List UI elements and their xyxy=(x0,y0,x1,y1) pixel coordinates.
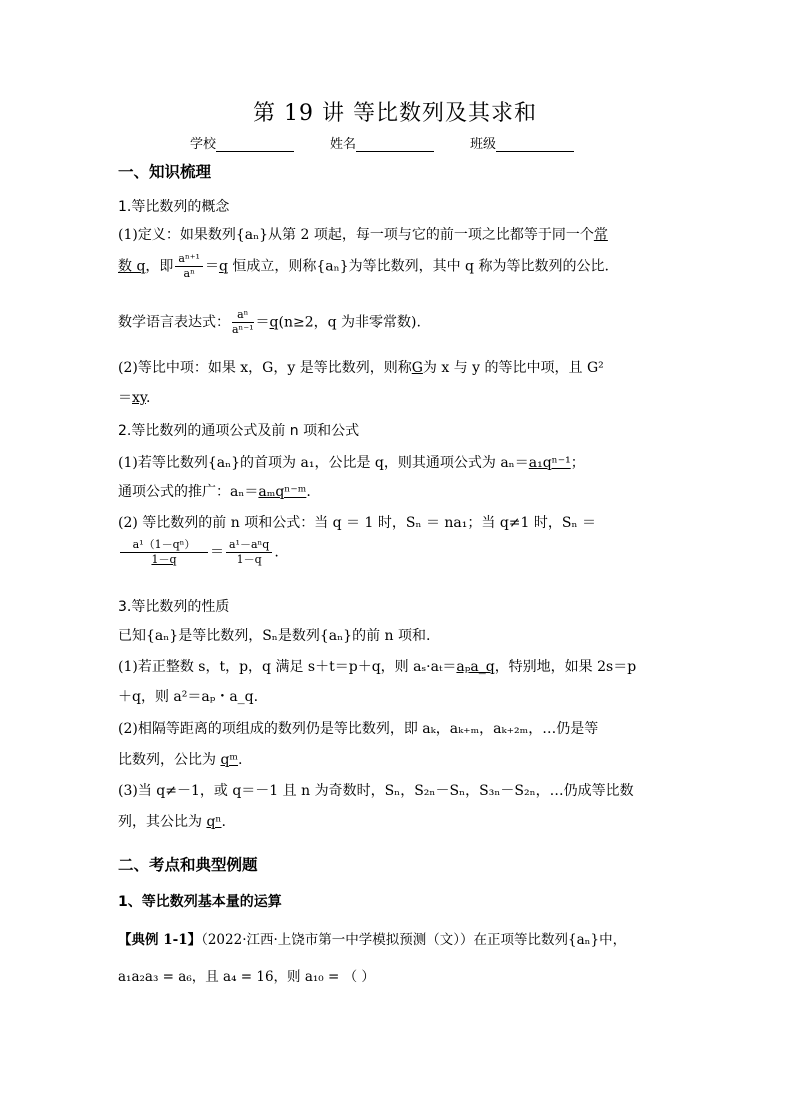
property-1-text-2: ，特别地，如果 2s＝p xyxy=(494,659,637,675)
period: . xyxy=(221,814,226,830)
definition-line-1 xyxy=(118,224,678,246)
extension-answer: aₘqⁿ⁻ᵐ xyxy=(258,484,307,500)
period: . xyxy=(238,752,243,768)
school-label: 学校 xyxy=(190,137,217,152)
name-label: 姓名 xyxy=(330,137,357,152)
property-2-answer: qᵐ xyxy=(220,752,239,768)
subsection-3-heading: 3.等比数列的性质 xyxy=(118,599,230,615)
general-term-text: (1)若等比数列{aₙ}的首项为 a₁，公比是 q，则其通项公式为 aₙ＝ xyxy=(118,455,529,471)
geometric-mean-answer-xy: xy xyxy=(132,390,146,406)
expression-numerator: aⁿ xyxy=(232,308,254,323)
sum-numerator-1: a¹（1－qⁿ） xyxy=(120,538,208,553)
expression-answer: q xyxy=(269,314,279,331)
example-1-1-line-2: a₁a₂a₃ = a₆，且 a₄ = 16，则 a₁₀ = （ ） xyxy=(118,969,375,985)
period: . xyxy=(145,390,151,406)
section-heading-1: 一、知识梳理 xyxy=(118,163,212,181)
sum-denominator-2: 1－q xyxy=(236,553,262,566)
ratio-fraction xyxy=(175,252,203,281)
definition-text-3: 恒成立，则称{aₙ}为等比数列，其中 q 称为等比数列的公比. xyxy=(227,258,609,275)
property-1-line-2: ＋q，则 a²＝aₚ・a_q. xyxy=(118,689,259,705)
section-heading-2: 二、考点和典型例题 xyxy=(118,856,258,874)
name-field[interactable] xyxy=(330,133,434,152)
period: . xyxy=(274,544,279,561)
class-field[interactable] xyxy=(470,133,574,152)
example-text: （2022·江西·上饶市第一中学模拟预测（文））在正项等比数列{aₙ}中， xyxy=(201,932,627,948)
geometric-mean-answer: G xyxy=(411,360,423,376)
sum-fraction-2 xyxy=(226,538,272,567)
definition-answer-2: 数 q xyxy=(118,258,146,275)
general-term-line xyxy=(118,452,678,474)
property-2-text: 比数列，公比为 xyxy=(118,752,221,768)
equals-sign: ＝ xyxy=(255,314,270,331)
property-1-text: (1)若正整数 s，t，p，q 满足 s＋t＝p＋q，则 aₛ·aₜ＝ xyxy=(118,659,457,675)
definition-answer-1: 常 xyxy=(593,227,608,243)
property-intro: 已知{aₙ}是等比数列，Sₙ是数列{aₙ}的前 n 项和. xyxy=(118,628,431,644)
general-term-answer: a₁qⁿ⁻¹ xyxy=(528,455,571,471)
definition-text: (1)定义：如果数列{aₙ}从第 2 项起，每一项与它的前一项之比都等于同一个 xyxy=(118,227,594,243)
property-3-answer: qⁿ xyxy=(206,814,222,830)
geometric-mean-line-2 xyxy=(118,387,678,409)
student-info-row xyxy=(190,133,610,152)
equals-sign: ＝ xyxy=(204,258,219,275)
expression-label: 数学语言表达式： xyxy=(118,314,230,331)
equals-sign: ＝ xyxy=(210,544,224,561)
ratio-answer: q xyxy=(218,258,228,275)
equals-sign: ＝ xyxy=(118,390,132,406)
expression-condition: (n≥2，q 为非零常数). xyxy=(278,314,421,331)
class-blank[interactable] xyxy=(496,137,574,152)
sum-formula-fractions xyxy=(118,538,678,567)
example-1-1-line-1 xyxy=(118,929,678,951)
geometric-mean-line-1 xyxy=(118,357,678,379)
class-label: 班级 xyxy=(470,137,497,152)
period: . xyxy=(306,484,311,500)
name-blank[interactable] xyxy=(356,137,434,152)
property-3-line-2 xyxy=(118,811,678,833)
fraction-denominator: aⁿ xyxy=(183,267,195,280)
fraction-numerator: aⁿ⁺¹ xyxy=(175,252,203,267)
topic-1-heading: 1、等比数列基本量的运算 xyxy=(118,894,282,910)
sum-fraction-1 xyxy=(120,538,208,567)
geometric-mean-text: (2)等比中项：如果 x，G，y 是等比数列，则称 xyxy=(118,360,412,376)
property-3-line-1: (3)当 q≠－1，或 q＝－1 且 n 为奇数时，Sₙ，S₂ₙ－Sₙ，S₃ₙ－S₂ₙ，…仍成等比数 xyxy=(118,783,634,799)
subsection-2-heading: 2.等比数列的通项公式及前 n 项和公式 xyxy=(118,423,360,439)
property-1-answer: aₚa_q xyxy=(456,659,495,675)
semicolon: ； xyxy=(570,455,585,471)
sum-formula-line: (2) 等比数列的前 n 项和公式：当 q ＝ 1 时，Sₙ ＝ na₁；当 q≠1 时，Sₙ ＝ xyxy=(118,515,596,531)
page-title: 第 19 讲 等比数列及其求和 xyxy=(253,101,537,126)
property-2-line-2 xyxy=(118,749,678,771)
expression-denominator: aⁿ⁻¹ xyxy=(232,323,254,336)
subsection-1-heading: 1.等比数列的概念 xyxy=(118,199,230,215)
general-term-extension-line xyxy=(118,481,678,503)
sum-numerator-2: a¹－aⁿq xyxy=(226,538,272,553)
expression-fraction xyxy=(232,308,254,337)
definition-text-2: ，即 xyxy=(145,258,174,275)
definition-line-2 xyxy=(118,252,678,281)
sum-denominator-1: 1－q xyxy=(151,553,177,566)
property-2-line-1: (2)相隔等距离的项组成的数列仍是等比数列，即 aₖ，aₖ₊ₘ，aₖ₊₂ₘ，…仍是等 xyxy=(118,721,599,737)
property-3-text: 列，其公比为 xyxy=(118,814,207,830)
example-label: 【典例 1-1】 xyxy=(118,932,202,948)
geometric-mean-text-2: 为 x 与 y 的等比中项，且 G² xyxy=(422,360,604,376)
extension-text: 通项公式的推广：aₙ＝ xyxy=(118,484,259,500)
property-1-line-1 xyxy=(118,656,678,678)
school-field[interactable] xyxy=(190,133,294,152)
school-blank[interactable] xyxy=(216,137,294,152)
math-expression-line xyxy=(118,308,678,337)
